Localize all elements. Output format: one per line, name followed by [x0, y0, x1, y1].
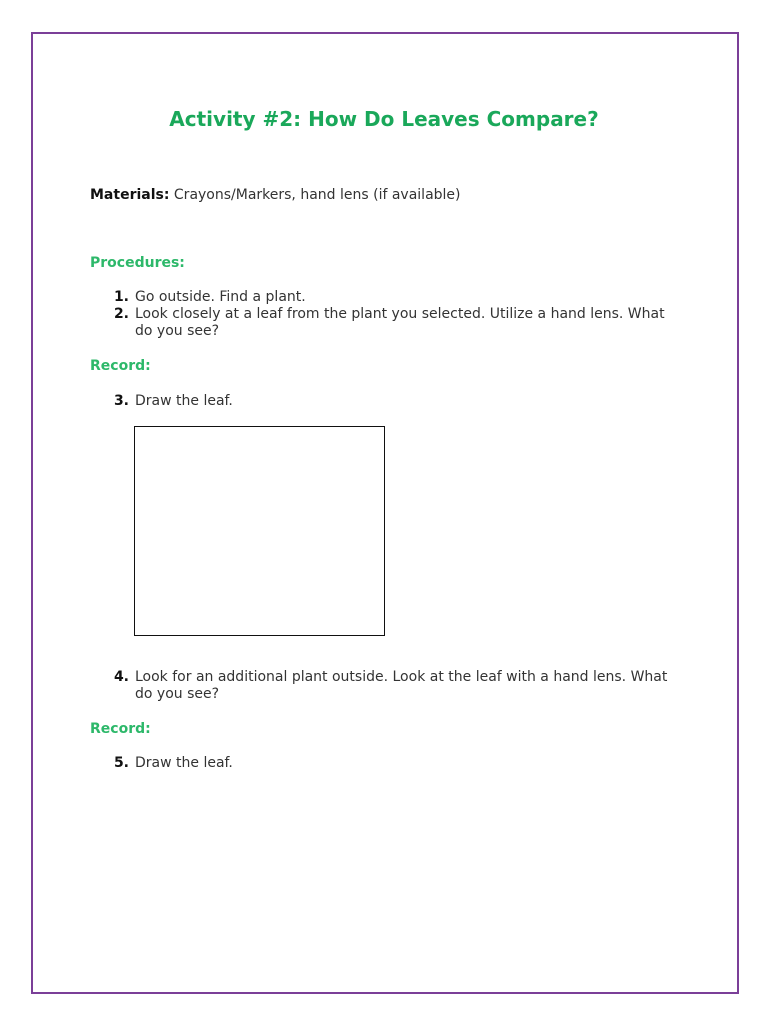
step-number: 2.: [113, 306, 129, 322]
step-text: Draw the leaf.: [135, 393, 233, 409]
step-4: [108, 669, 678, 703]
step-2: [108, 306, 678, 340]
step-number: 5.: [113, 755, 129, 771]
step-text: Look closely at a leaf from the plant you selected. Utilize a hand lens. What do you see?: [135, 306, 665, 339]
step-5: [108, 755, 678, 772]
step-1: [108, 289, 678, 306]
step-text: Draw the leaf.: [135, 755, 233, 771]
drawing-box[interactable]: [134, 426, 385, 636]
materials-line: [90, 187, 461, 203]
step-text: Go outside. Find a plant.: [135, 289, 306, 305]
materials-value: Crayons/Markers, hand lens (if available): [173, 187, 461, 203]
procedures-heading: Procedures:: [90, 255, 185, 271]
page-title: Activity #2: How Do Leaves Compare?: [169, 107, 599, 131]
step-number: 1.: [113, 289, 129, 305]
step-text: Look for an additional plant outside. Look at the leaf with a hand lens. What do you see?: [135, 669, 668, 702]
record-heading-1: Record:: [90, 358, 151, 374]
materials-label: Materials:: [90, 187, 170, 203]
step-3: [108, 393, 678, 410]
record-heading-2: Record:: [90, 721, 151, 737]
step-number: 3.: [113, 393, 129, 409]
step-number: 4.: [113, 669, 129, 685]
